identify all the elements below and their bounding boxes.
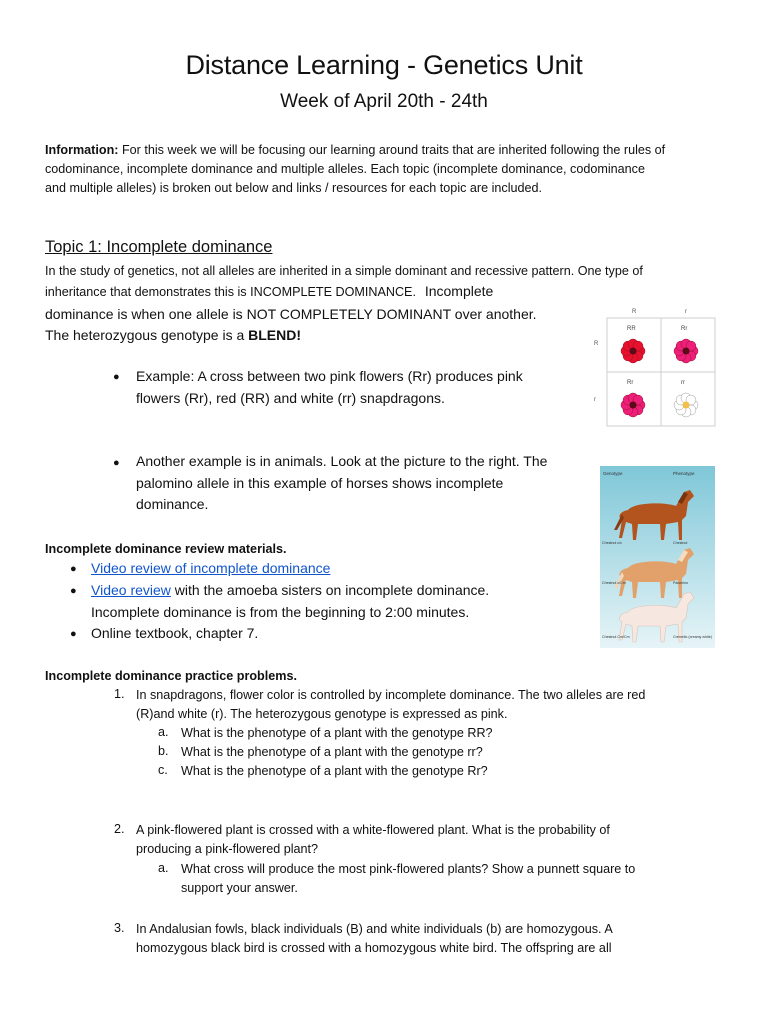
list-item: Video review with the amoeba sisters on incomplete dominance. Incomplete dominance is from the beginning to 2:00 minutes. (91, 582, 490, 620)
row-label: r (594, 397, 596, 403)
cell-genotype: rr (681, 380, 685, 386)
row-label: R (594, 341, 599, 347)
review-heading: Incomplete dominance review materials. (45, 542, 287, 556)
video-review-link[interactable]: Video review of incomplete dominance (91, 560, 331, 576)
page-title: Distance Learning - Genetics Unit (185, 50, 583, 80)
cell-genotype: RR (627, 326, 636, 332)
svg-text:Chestnut c/Cm: Chestnut c/Cm (602, 581, 626, 585)
white-flower-icon (674, 393, 698, 417)
svg-text:Phenotype: Phenotype (673, 471, 695, 476)
list-item: What cross will produce the most pink-flowered plants? Show a punnett square to support your answer. (181, 862, 636, 895)
practice-heading: Incomplete dominance practice problems. (45, 669, 297, 683)
topic1-intro: In the study of genetics, not all alleles are inherited in a simple dominant and recessive pattern. One type of inheritance that demonstrates this is INCOMPLETE DOMINANCE. Incomplete dominance is when one allele is NOT COMPLETELY DOMINANT over another. The heterozygous genotype is a BLEND! (45, 264, 643, 343)
horse-genetics-figure (600, 466, 715, 648)
list-item: Another example is in animals. Look at the picture to the right. The palomino allele in this example of horses shows incomplete dominance. (136, 453, 548, 512)
red-flower-icon (621, 339, 645, 363)
svg-text:Chestnut Cm/Cm: Chestnut Cm/Cm (602, 635, 630, 639)
list-item: Example: A cross between two pink flowers (Rr) produces pink flowers (Rr), red (RR) and white (rr) snapdragons. (136, 368, 523, 406)
punnett-square-figure (590, 305, 720, 430)
page-subtitle: Week of April 20th - 24th (280, 91, 488, 112)
list-item: What is the phenotype of a plant with the genotype RR? (181, 726, 493, 740)
information-label: Information: (45, 143, 119, 157)
col-label: r (685, 309, 687, 315)
svg-text:Chestnut c/c: Chestnut c/c (602, 541, 622, 545)
svg-text:Cremello (creamy white): Cremello (creamy white) (673, 635, 712, 639)
information-paragraph: Information: For this week we will be focusing our learning around traits that are inherited following the rules of codominance, incomplete dominance and multiple alleles. Each topic (incomplete dominance, codominance and multiple alleles) is broken out below and links / resources for each topic are included. (45, 143, 666, 195)
list-item (91, 558, 330, 580)
svg-text:Genotype: Genotype (603, 471, 623, 476)
topic1-heading: Topic 1: Incomplete dominance (45, 238, 273, 256)
list-item: What is the phenotype of a plant with the genotype Rr? (181, 764, 488, 778)
list-item: What is the phenotype of a plant with the genotype rr? (181, 745, 483, 759)
list-item: Online textbook, chapter 7. (91, 625, 259, 641)
pink-flower-icon (621, 393, 645, 417)
svg-text:Chestnut: Chestnut (673, 541, 688, 545)
svg-text:Palomino: Palomino (673, 581, 688, 585)
cell-genotype: Rr (681, 326, 688, 332)
pink-flower-icon (674, 339, 698, 363)
col-label: R (632, 309, 637, 315)
amoeba-sisters-video-link[interactable]: Video review (91, 582, 171, 598)
cell-genotype: Rr (627, 380, 634, 386)
